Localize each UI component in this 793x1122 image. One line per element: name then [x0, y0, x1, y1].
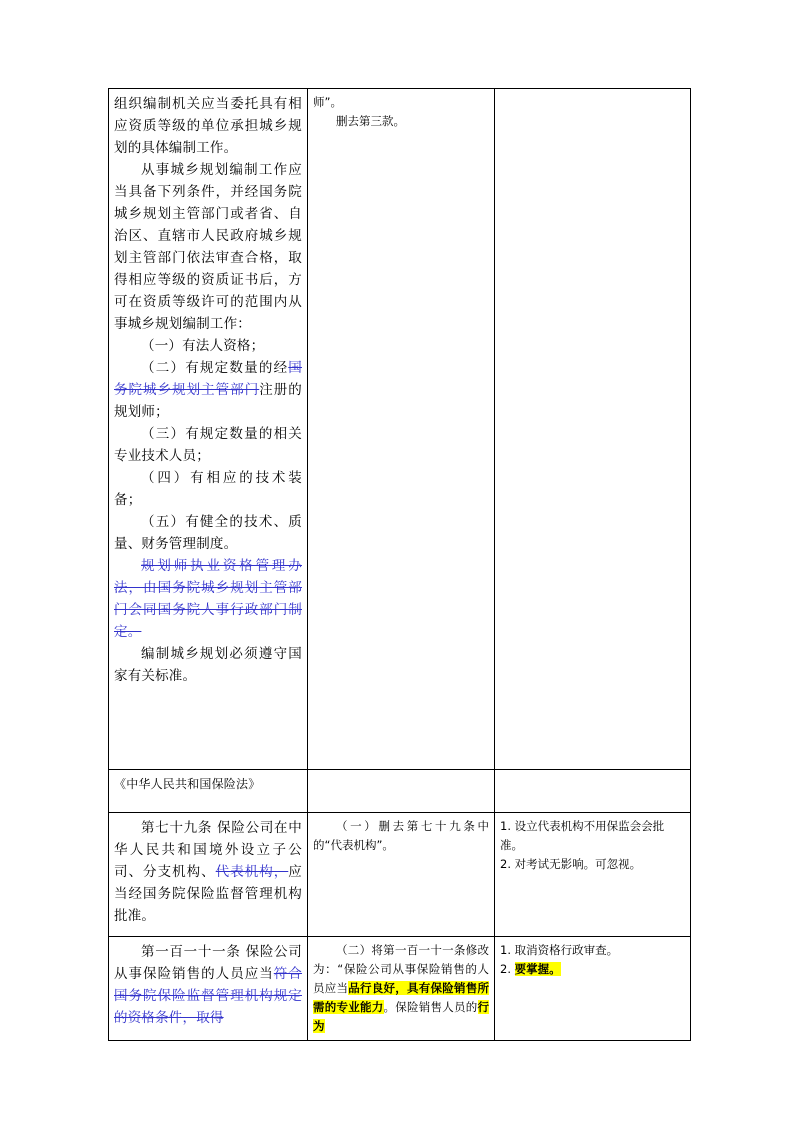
text-run-deleted: 符合国务院保险监督管理机构规定的资格条件，取得	[114, 966, 303, 1026]
paragraph	[114, 93, 302, 159]
text-run: 2.	[500, 962, 515, 976]
text-run: 第一百一十一条 保险公司从事保险销售的人员应当	[114, 944, 302, 982]
paragraph	[114, 643, 302, 687]
text-run: 从事城乡规划编制工作应当具备下列条件，并经国务院城乡规划主管部门或者省、自治区、直辖市人民政府城乡规划主管部门依法审查合格，取得相应等级的资质证书后，方可在资质等级许可的范围内从事城乡规划编制工作：	[114, 162, 302, 332]
cell-original-text	[109, 813, 308, 937]
text-run-highlight: 行为	[313, 1000, 489, 1033]
paragraph	[500, 941, 685, 960]
text-run: 删去第三款。	[336, 114, 405, 128]
text-run: （二）有规定数量的经	[141, 360, 289, 376]
text-run: （四）有相应的技术装备；	[114, 470, 302, 508]
table-row-law-title	[109, 770, 691, 813]
paragraph	[500, 960, 685, 979]
cell-note-text	[495, 937, 691, 1041]
paragraph	[114, 817, 302, 927]
paragraph	[114, 423, 302, 467]
amendment-comparison-table	[108, 88, 691, 1041]
cell-amendment-text	[308, 813, 495, 937]
paragraph	[114, 357, 302, 423]
text-run: 1. 设立代表机构不用保监会会批准。	[500, 819, 665, 852]
paragraph	[114, 941, 302, 1029]
text-run-highlight: 要掌握。	[514, 962, 561, 976]
cell-note-text	[495, 89, 691, 770]
text-run: 第七十九条 保险公司在中华人民共和国境外设立子公司、分支机构、	[114, 820, 302, 880]
cell-note-text	[495, 813, 691, 937]
text-run: 组织编制机关应当委托具有相应资质等级的单位承担城乡规划的具体编制工作。	[114, 96, 302, 156]
text-run: （三）有规定数量的相关专业技术人员；	[114, 426, 302, 464]
paragraph	[500, 855, 685, 874]
paragraph	[313, 817, 489, 855]
paragraph	[114, 159, 302, 335]
text-run-deleted: 规划师执业资格管理办法，由国务院城乡规划主管部门会同国务院人事行政部门制定。	[114, 558, 302, 640]
text-run: （一）有法人资格；	[141, 338, 265, 354]
text-run: 1. 取消资格行政审查。	[500, 943, 619, 957]
table-row	[109, 89, 691, 770]
paragraph	[313, 112, 489, 131]
text-run: （五）有健全的技术、质量、财务管理制度。	[114, 514, 302, 552]
text-run: 注册的规划师；	[114, 382, 302, 420]
paragraph	[114, 467, 302, 511]
cell-original-text	[109, 937, 308, 1041]
text-run: 编制城乡规划必须遵守国家有关标准。	[114, 646, 302, 684]
paragraph	[114, 335, 302, 357]
text-run-deleted: 代表机构，	[215, 864, 289, 880]
cell-amendment-text	[308, 770, 495, 813]
cell-amendment-text	[308, 89, 495, 770]
paragraph	[114, 555, 302, 643]
text-run-deleted: 国务院城乡规划主管部门	[114, 360, 302, 398]
paragraph	[313, 93, 489, 112]
table-body	[109, 89, 691, 1041]
paragraph	[114, 774, 302, 794]
text-run: 《中华人民共和国保险法》	[114, 777, 261, 791]
cell-amendment-text	[308, 937, 495, 1041]
text-run: （二）将第一百一十一条修改为：“保险公司从事保险销售的人员应当	[313, 943, 489, 995]
text-run: （一）删去第七十九条中的“代表机构”。	[313, 819, 489, 852]
cell-law-title	[109, 770, 308, 813]
paragraph	[313, 941, 489, 1036]
cell-note-text	[495, 770, 691, 813]
text-run: 。保险销售人员的	[383, 1000, 478, 1014]
text-run: 应当经国务院保险监督管理机构批准。	[114, 864, 302, 924]
table-row	[109, 813, 691, 937]
text-run: 师”。	[313, 95, 342, 109]
text-run: 2. 对考试无影响。可忽视。	[500, 857, 642, 871]
text-run-highlight: 品行良好，具有保险销售所需的专业能力	[313, 981, 489, 1014]
paragraph	[114, 511, 302, 555]
table-row	[109, 937, 691, 1041]
cell-original-text	[109, 89, 308, 770]
paragraph	[500, 817, 685, 855]
